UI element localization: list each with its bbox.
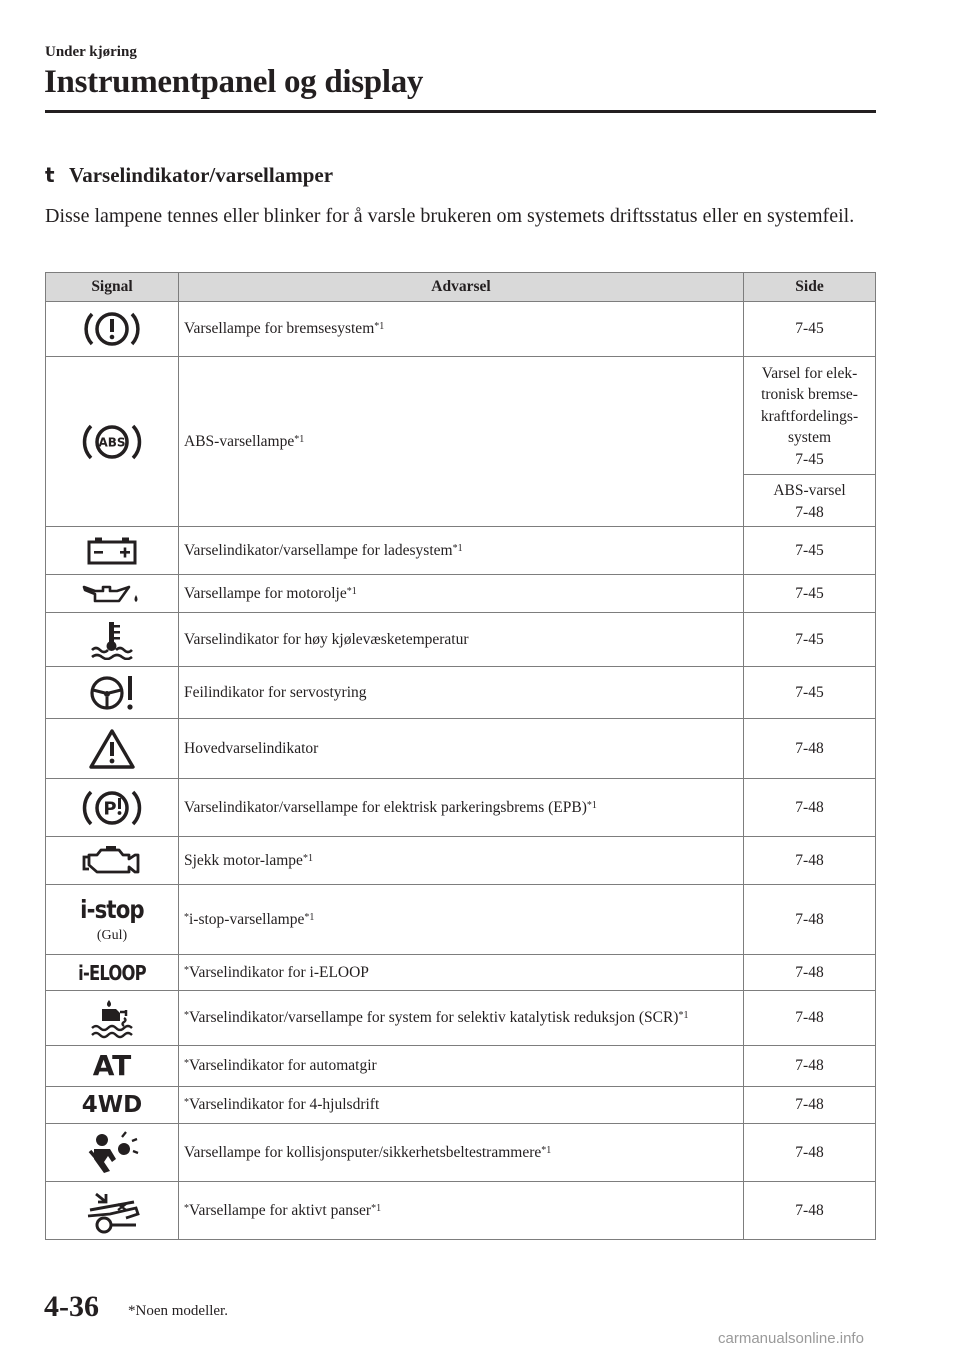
advarsel-cell: Varsellampe for bremsesystem$^{*1}$	[179, 302, 744, 357]
page-cell: 7-48	[744, 779, 876, 837]
signal-cell	[46, 1087, 179, 1124]
advarsel-cell: Varsellampe for motorolje$^{*1}$	[179, 575, 744, 613]
page-title: Instrumentpanel og display	[44, 64, 424, 100]
advarsel-cell: Sjekk motor-lampe$^{*1}$	[179, 837, 744, 885]
signal-cell	[46, 357, 179, 527]
advarsel-cell: Varselindikator/varsellampe for ladesystem$^{*1}$	[179, 527, 744, 575]
advarsel-cell: Varselindikator/varsellampe for elektrisk parkeringsbrems (EPB)$^{*1}$	[179, 779, 744, 837]
page-cell: 7-48	[744, 1124, 876, 1182]
advarsel-cell: *Varselindikator for automatgir	[179, 1046, 744, 1087]
advarsel-cell: *Varsellampe for aktivt panser$^{*1}$	[179, 1182, 744, 1240]
active-bonnet-icon	[82, 1188, 142, 1234]
header-signal: Signal	[46, 273, 179, 302]
page-cell: 7-48	[744, 1087, 876, 1124]
footnote: *Noen modeller.	[128, 1303, 228, 1319]
table-row	[46, 302, 876, 357]
signal-cell	[46, 837, 179, 885]
signal-cell	[46, 719, 179, 779]
table-row	[46, 1182, 876, 1240]
title-rule	[45, 110, 876, 113]
4wd-icon: 4WD	[81, 1092, 143, 1118]
signal-cell	[46, 575, 179, 613]
section-heading-text: Varselindikator/varsellamper	[69, 163, 334, 187]
section-heading	[45, 163, 333, 188]
signal-cell	[46, 1182, 179, 1240]
warning-lights-table	[45, 272, 876, 1240]
icon-color-note: (Gul)	[96, 927, 128, 943]
page-cell: 7-48	[744, 991, 876, 1046]
abs-icon	[81, 419, 143, 465]
table-row	[46, 991, 876, 1046]
table-row	[46, 357, 876, 475]
page-cell: 7-45	[744, 302, 876, 357]
advarsel-cell: Feilindikator for servostyring	[179, 667, 744, 719]
table-row	[46, 613, 876, 667]
table-row	[46, 575, 876, 613]
table-row	[46, 779, 876, 837]
signal-cell	[46, 527, 179, 575]
table-row	[46, 719, 876, 779]
epb-icon	[81, 785, 143, 831]
header-advarsel: Advarsel	[179, 273, 744, 302]
advarsel-cell: Varsellampe for kollisjonsputer/sikkerhetsbeltestrammere$^{*1}$	[179, 1124, 744, 1182]
table-row	[46, 885, 876, 955]
signal-cell	[46, 991, 179, 1046]
page-cell: 7-48	[744, 885, 876, 955]
intro-paragraph: Disse lampene tennes eller blinker for å varsle brukeren om systemets driftsstatus eller en systemfeil.	[45, 205, 855, 227]
table-row	[46, 1087, 876, 1124]
table-row	[46, 955, 876, 991]
master-warning-icon	[87, 727, 137, 771]
at-icon: AT	[92, 1049, 132, 1082]
scr-icon	[86, 997, 138, 1039]
signal-cell	[46, 1046, 179, 1087]
airbag-icon	[84, 1131, 140, 1175]
steering-wheel-warning-icon	[85, 672, 139, 714]
table-row	[46, 667, 876, 719]
oil-can-icon	[81, 582, 143, 606]
signal-cell	[46, 885, 179, 955]
svg-text:P: P	[103, 798, 117, 819]
page-cell: 7-45	[744, 667, 876, 719]
advarsel-cell: ABS-varsellampe$^{*1}$	[179, 357, 744, 527]
page-cell: 7-48	[744, 1046, 876, 1087]
table-header-row	[46, 273, 876, 302]
table-row	[46, 1124, 876, 1182]
chapter-label: Under kjøring	[45, 44, 137, 60]
page-number: 4-36	[44, 1290, 99, 1323]
watermark: carmanualsonline.info	[718, 1330, 864, 1347]
brake-warning-icon	[82, 307, 142, 351]
signal-cell	[46, 955, 179, 991]
table-row	[46, 527, 876, 575]
signal-cell	[46, 613, 179, 667]
page-cell: 7-45	[744, 575, 876, 613]
page-cell: 7-45	[744, 527, 876, 575]
header-side: Side	[744, 273, 876, 302]
svg-text:ABS: ABS	[98, 435, 126, 449]
table-row	[46, 837, 876, 885]
i-stop-icon: i-stop	[80, 894, 144, 924]
coolant-temp-icon	[86, 620, 138, 660]
section-marker: t	[45, 163, 55, 187]
advarsel-cell: *Varselindikator for i-ELOOP	[179, 955, 744, 991]
advarsel-cell: *Varselindikator/varsellampe for system for selektiv katalytisk reduksjon (SCR)$^{*1}$	[179, 991, 744, 1046]
table-row	[46, 1046, 876, 1087]
advarsel-cell: *i-stop-varsellampe$^{*1}$	[179, 885, 744, 955]
advarsel-cell: Hovedvarselindikator	[179, 719, 744, 779]
page-cell: Varsel for elek- tronisk bremse- kraftfordelings- system 7-45	[744, 357, 876, 475]
page-cell: 7-48	[744, 719, 876, 779]
i-eloop-icon: i-ELOOP	[78, 960, 146, 985]
page-cell: 7-45	[744, 613, 876, 667]
signal-cell	[46, 667, 179, 719]
check-engine-icon	[81, 845, 143, 877]
signal-cell	[46, 302, 179, 357]
advarsel-cell: *Varselindikator for 4-hjulsdrift	[179, 1087, 744, 1124]
battery-icon	[84, 536, 140, 566]
signal-cell	[46, 779, 179, 837]
signal-cell	[46, 1124, 179, 1182]
page-cell: 7-48	[744, 1182, 876, 1240]
advarsel-cell: Varselindikator for høy kjølevæsketemperatur	[179, 613, 744, 667]
page-cell: 7-48	[744, 837, 876, 885]
page-cell: 7-48	[744, 955, 876, 991]
page-cell: ABS-varsel 7-48	[744, 475, 876, 527]
